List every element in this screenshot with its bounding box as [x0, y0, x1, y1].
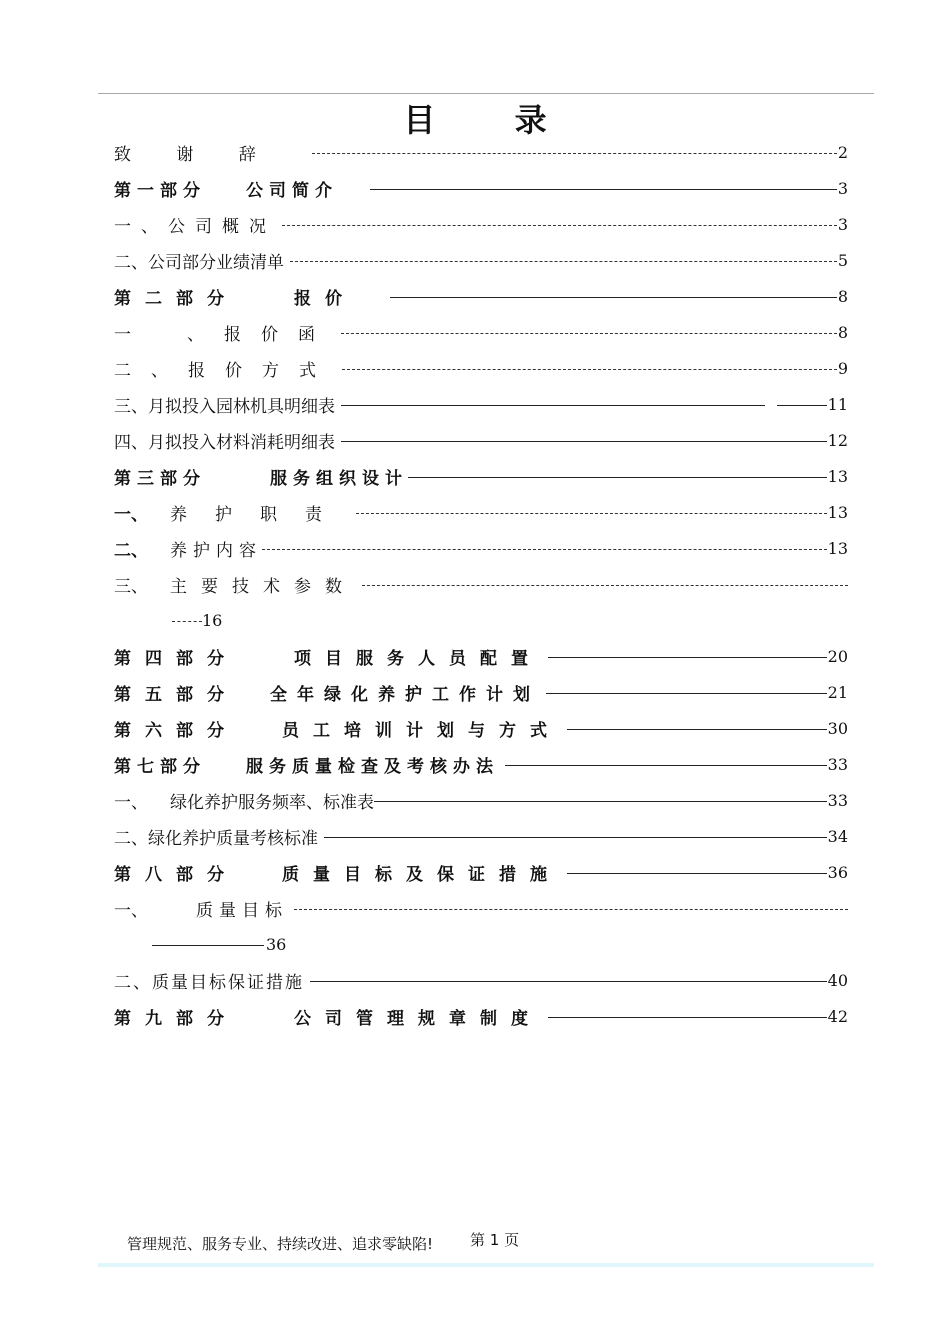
toc-entry-part-1[interactable]	[114, 170, 848, 206]
toc-label: 二、质量目标保证措施	[114, 972, 304, 993]
toc-entry-2-3[interactable]	[114, 386, 848, 422]
toc-page-number: 42	[827, 1006, 848, 1026]
toc-leader	[341, 333, 837, 334]
header-rule	[98, 93, 874, 94]
toc-leader	[152, 945, 264, 946]
toc-label: 二、公司部分业绩清单	[114, 252, 284, 273]
toc-leader	[567, 873, 827, 874]
toc-label: 养护内容	[170, 540, 262, 561]
toc-part-title: 项目服务人员配置	[294, 648, 542, 669]
toc-page-number: 33	[827, 754, 848, 774]
toc-entry-2-2[interactable]	[114, 350, 848, 386]
toc-part-title: 员工培训计划与方式	[282, 720, 561, 741]
toc-page-number: 9	[837, 358, 848, 378]
toc-page-number: 33	[827, 790, 848, 810]
toc-label: 二、报价方式	[114, 360, 336, 381]
toc-page-number: 20	[827, 646, 848, 666]
toc-part-title: 质量目标及保证措施	[282, 864, 561, 885]
toc-leader	[548, 657, 827, 658]
toc-label: 绿化养护服务频率、标准表	[170, 792, 374, 813]
page-title: 目 录	[403, 101, 581, 139]
toc-leader	[290, 261, 837, 262]
toc-page-number: 5	[837, 250, 848, 270]
toc-label: 养护职责	[170, 504, 350, 525]
toc-part-title: 全年绿化养护工作计划	[270, 684, 540, 705]
toc-entry-part-6[interactable]	[114, 710, 848, 746]
toc-page-number: 36	[266, 934, 287, 954]
toc-entry-1-1[interactable]	[114, 206, 848, 242]
toc-entry-7-1[interactable]	[114, 782, 848, 818]
toc-leader	[546, 693, 827, 694]
toc-page-number: 11	[827, 394, 848, 414]
toc-leader	[567, 729, 827, 730]
toc-page-number: 16	[202, 610, 223, 630]
table-of-contents	[114, 134, 848, 1034]
toc-part-number: 第五部分	[114, 684, 238, 705]
toc-part-number: 第三部分	[114, 468, 206, 489]
toc-leader	[408, 477, 827, 478]
toc-page-number: 13	[827, 466, 848, 486]
toc-label: 一、公司概况	[114, 216, 276, 237]
toc-part-number: 第七部分	[114, 756, 206, 777]
toc-entry-part-9[interactable]	[114, 998, 848, 1034]
toc-entry-3-3[interactable]	[114, 566, 848, 602]
toc-page-number: 3	[837, 214, 848, 234]
footer-rule	[98, 1263, 874, 1267]
toc-entry-8-2[interactable]	[114, 962, 848, 998]
toc-part-title: 服务质量检查及考核办法	[246, 756, 499, 777]
toc-entry-part-8[interactable]	[114, 854, 848, 890]
toc-entry-part-7[interactable]	[114, 746, 848, 782]
toc-part-number: 第一部分	[114, 180, 206, 201]
toc-page-number: 30	[827, 718, 848, 738]
toc-leader	[362, 585, 848, 586]
toc-part-title: 报价	[294, 288, 356, 309]
toc-entry-part-2[interactable]	[114, 278, 848, 314]
toc-entry-part-4[interactable]	[114, 638, 848, 674]
toc-part-title: 公司简介	[246, 180, 338, 201]
toc-leader	[777, 405, 827, 406]
toc-page-number: 8	[837, 322, 848, 342]
toc-label: 四、月拟投入材料消耗明细表	[114, 432, 335, 453]
toc-entry-2-1[interactable]	[114, 314, 848, 350]
toc-page-number: 8	[837, 286, 848, 306]
toc-leader	[172, 621, 202, 622]
footer-slogan: 管理规范、服务专业、持续改进、追求零缺陷!	[127, 1235, 434, 1253]
toc-label: 二、绿化养护质量考核标准	[114, 828, 318, 849]
toc-label: 质量目标	[196, 900, 288, 921]
toc-leader	[312, 153, 837, 154]
toc-page-number: 34	[827, 826, 848, 846]
toc-leader	[390, 297, 837, 298]
toc-label: 一、	[114, 900, 148, 921]
toc-leader	[548, 1017, 827, 1018]
toc-leader	[341, 441, 827, 442]
toc-label: 主要技术参数	[170, 576, 356, 597]
toc-label: 一、	[114, 504, 148, 525]
toc-part-number: 第二部分	[114, 288, 238, 309]
toc-page-number: 40	[827, 970, 848, 990]
toc-entry-3-2[interactable]	[114, 530, 848, 566]
toc-label: 、报价函	[187, 324, 335, 345]
toc-leader	[505, 765, 827, 766]
toc-page-number: 2	[837, 142, 848, 162]
toc-leader	[356, 513, 827, 514]
toc-entry-3-3-continuation	[114, 602, 848, 638]
toc-leader	[342, 369, 837, 370]
toc-part-number: 第六部分	[114, 720, 238, 741]
toc-part-title: 公司管理规章制度	[294, 1008, 542, 1029]
toc-leader	[341, 405, 765, 406]
footer-page-number: 第 1 页	[470, 1231, 520, 1249]
toc-page-number: 13	[827, 502, 848, 522]
toc-entry-thanks[interactable]	[114, 134, 848, 170]
toc-label: 二、	[114, 540, 148, 561]
toc-part-number: 第八部分	[114, 864, 238, 885]
toc-page-number: 36	[827, 862, 848, 882]
toc-label: 一	[114, 324, 131, 345]
toc-label: 三、月拟投入园林机具明细表	[114, 396, 335, 417]
toc-entry-1-2[interactable]	[114, 242, 848, 278]
toc-entry-7-2[interactable]	[114, 818, 848, 854]
toc-label: 一、	[114, 792, 148, 813]
toc-leader	[374, 801, 827, 802]
toc-page-number: 13	[827, 538, 848, 558]
toc-leader	[324, 837, 827, 838]
toc-label: 三、	[114, 576, 148, 597]
toc-entry-part-5[interactable]	[114, 674, 848, 710]
toc-entry-part-3[interactable]	[114, 458, 848, 494]
toc-part-number: 第四部分	[114, 648, 238, 669]
toc-part-title: 服务组织设计	[270, 468, 408, 489]
toc-entry-3-1[interactable]	[114, 494, 848, 530]
toc-leader	[262, 549, 827, 550]
toc-entry-2-4[interactable]	[114, 422, 848, 458]
toc-entry-8-1[interactable]	[114, 890, 848, 926]
toc-page-number: 3	[837, 178, 848, 198]
toc-leader	[294, 909, 848, 910]
toc-entry-8-1-continuation	[114, 926, 848, 962]
toc-leader	[282, 225, 837, 226]
toc-label: 致 谢 辞	[114, 144, 276, 165]
toc-leader	[310, 981, 827, 982]
toc-leader	[370, 189, 837, 190]
toc-page-number: 21	[827, 682, 848, 702]
toc-part-number: 第九部分	[114, 1008, 238, 1029]
toc-page-number: 12	[827, 430, 848, 450]
